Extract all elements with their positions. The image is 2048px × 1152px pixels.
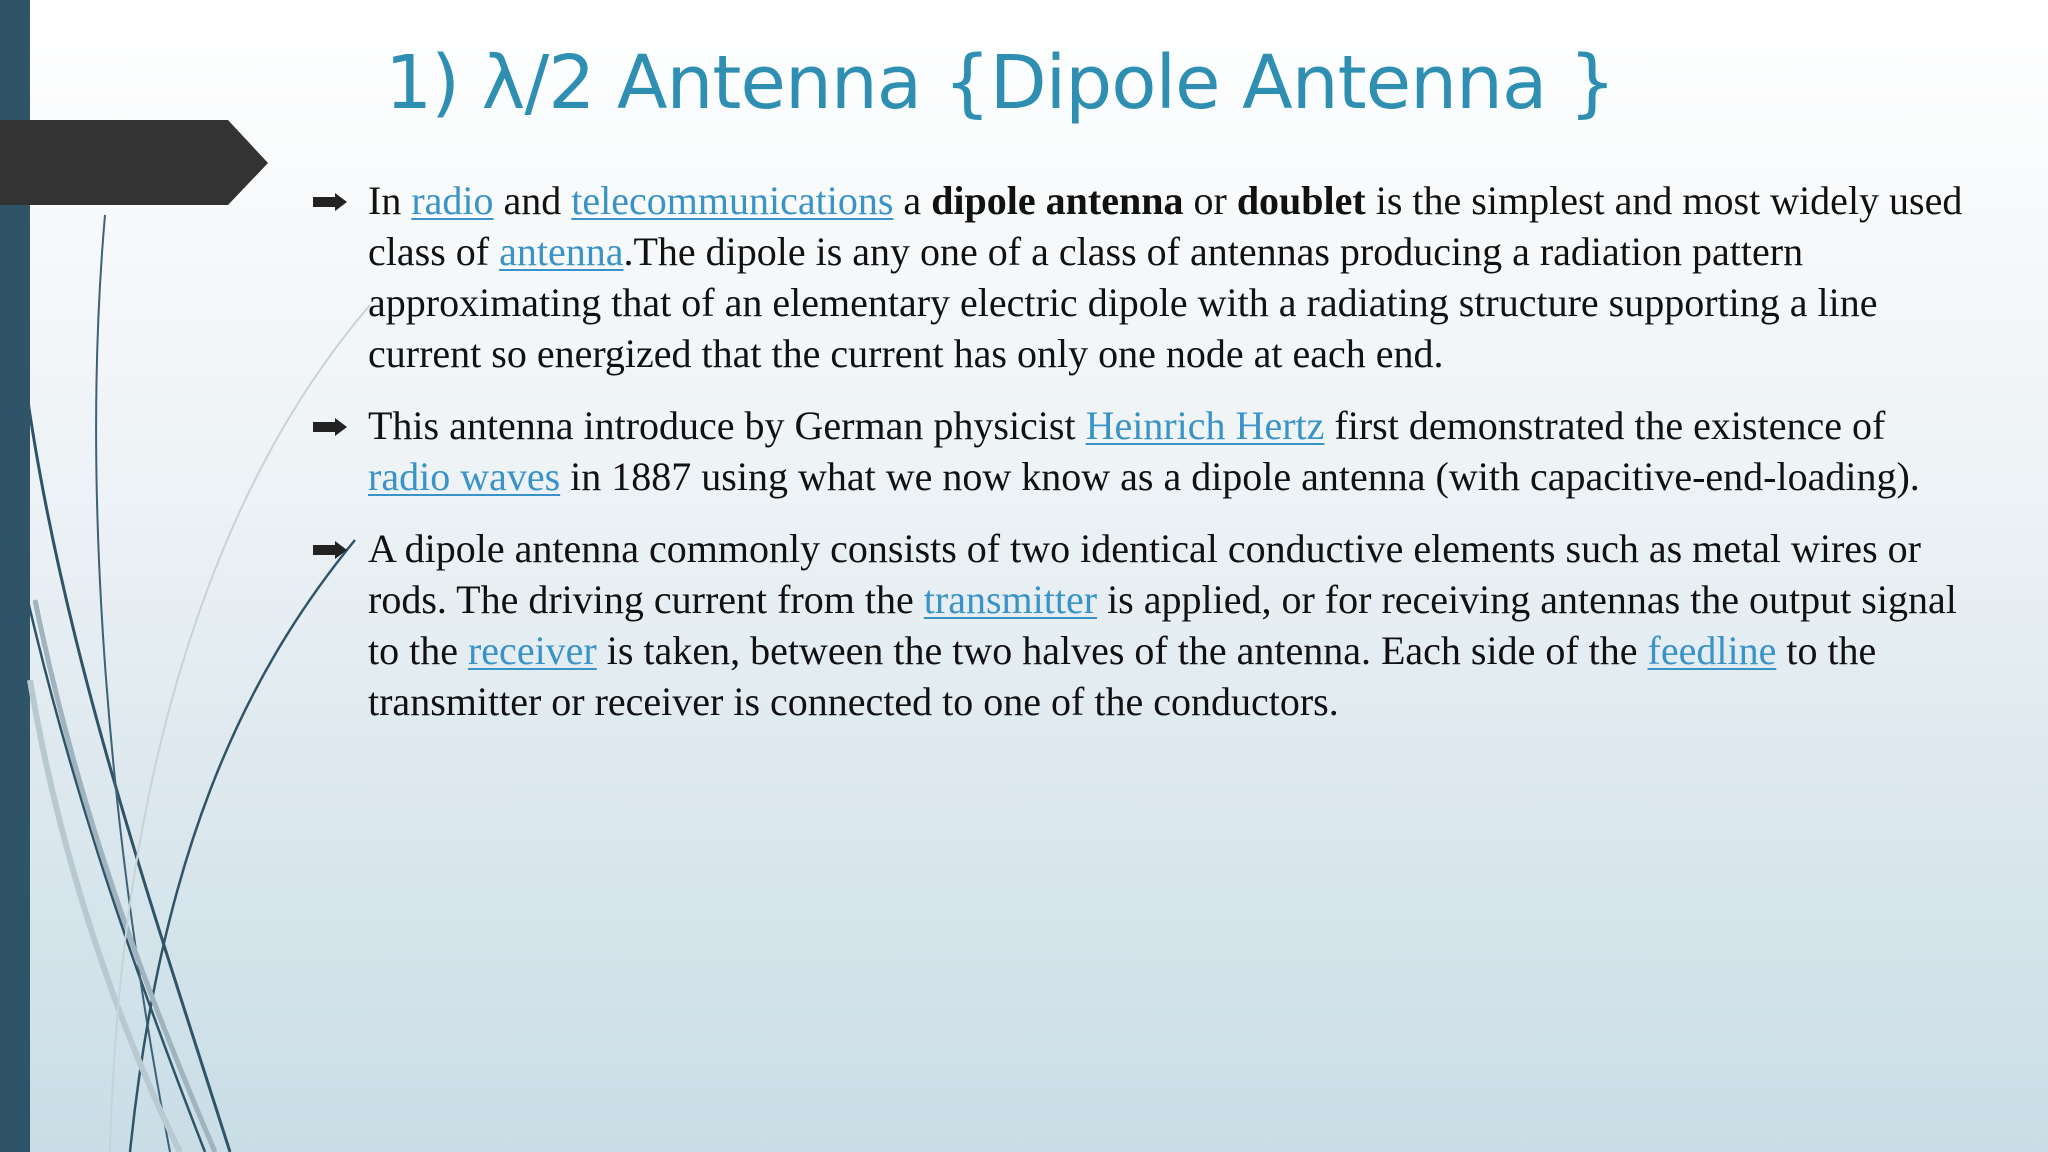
hyperlink[interactable]: radio — [411, 178, 494, 223]
hyperlink[interactable]: transmitter — [923, 577, 1098, 622]
bullet-item — [305, 400, 1965, 502]
bullet-text: first demonstrated the existence of — [1324, 403, 1886, 448]
hyperlink[interactable]: antenna — [499, 229, 624, 274]
hyperlink[interactable]: Heinrich Hertz — [1085, 403, 1325, 448]
hyperlink[interactable]: feedline — [1647, 628, 1777, 673]
bullet-text: and — [493, 178, 572, 223]
bullet-item — [305, 175, 1965, 379]
bullet-text: or — [1183, 178, 1237, 223]
bullet-text: in 1887 using what we now know as a dipole antenna (with capacitive-end-loading). — [560, 454, 1920, 499]
bullet-text: is the simplest and most widely used class of — [368, 178, 1963, 274]
hyperlink[interactable]: receiver — [467, 628, 597, 673]
bullet-text: .The dipole is any one of a class of antennas producing a radiation pattern approximating that of an elementary electric dipole with a radiating structure supporting a line current so energized that the current has only one node at each end. — [368, 229, 1878, 376]
slide-title: 1) λ/2 Antenna {Dipole Antenna } — [385, 40, 1615, 126]
right-arrow-bullet-icon — [313, 418, 347, 436]
bullet-text: is applied, or for receiving antennas the output signal to the — [368, 577, 1957, 673]
bullet-text: In — [368, 178, 412, 223]
bullet-text: a — [893, 178, 932, 223]
bullet-list — [305, 175, 1965, 748]
right-arrow-bullet-icon — [313, 193, 347, 211]
bullet-text: to the transmitter or receiver is connected to one of the conductors. — [368, 628, 1877, 724]
bold-term: dipole antenna — [931, 178, 1184, 223]
hyperlink[interactable]: radio waves — [368, 454, 561, 499]
hyperlink[interactable]: telecommunications — [571, 178, 894, 223]
arrow-tab-shape — [0, 120, 268, 205]
bullet-text: This antenna introduce by German physicist — [368, 403, 1086, 448]
bullet-text: is taken, between the two halves of the antenna. Each side of the — [596, 628, 1648, 673]
bold-term: doublet — [1236, 178, 1366, 223]
right-arrow-bullet-icon — [313, 541, 347, 559]
bullet-item — [305, 523, 1965, 727]
bullet-text: A dipole antenna commonly consists of two identical conductive elements such as metal wires or rods. The driving current from the — [368, 526, 1921, 622]
